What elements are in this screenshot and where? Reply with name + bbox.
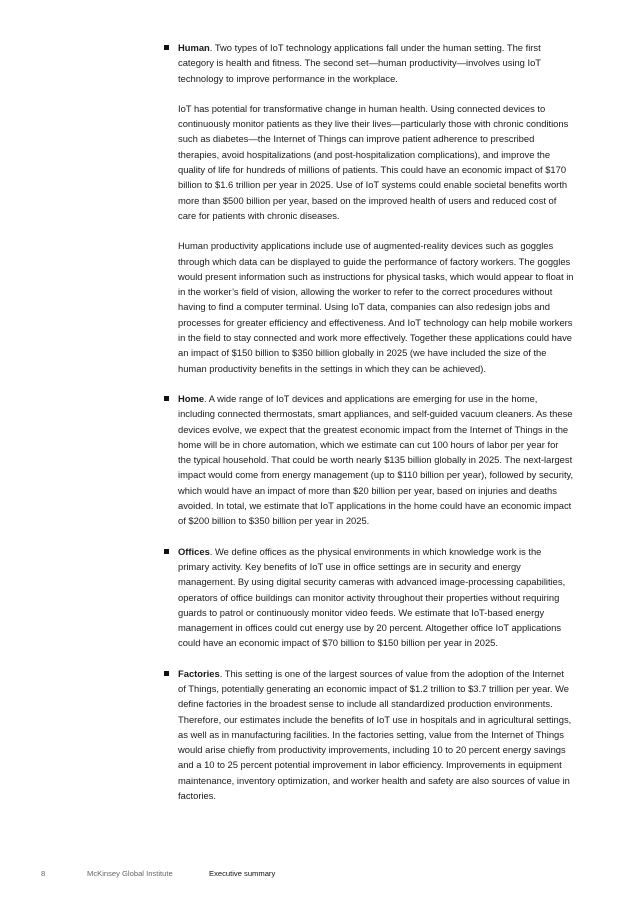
bullet-term: Home xyxy=(178,392,205,404)
bullet-term: Factories xyxy=(178,667,220,679)
footer-organization: McKinsey Global Institute xyxy=(87,869,173,878)
paragraph-text: . Two types of IoT technology applications fall under the human setting. The first category is health and fitness. The second set—human productivity—involves using IoT technology to improve performance in the workplace. xyxy=(178,42,541,84)
bullet-factories xyxy=(178,666,574,804)
bullet-home xyxy=(178,391,574,529)
paragraph xyxy=(178,544,574,651)
paragraph-text: . We define offices as the physical environments in which knowledge work is the primary activity. Key benefits of IoT use in office settings are in security and energy management. By using digital security cameras with advanced image-processing capabilities, operators of office buildings can monitor activity throughout their properties without requiring guards to patrol or continuously monitor video feeds. We estimate that IoT-based energy management in offices could cut energy use by 20 percent. Altogether office IoT applications could have an economic impact of $70 billion to $150 billion per year in 2025. xyxy=(178,545,566,649)
page-footer xyxy=(0,868,636,880)
square-bullet-icon xyxy=(164,671,169,676)
square-bullet-icon xyxy=(164,45,169,50)
square-bullet-icon xyxy=(164,549,169,554)
bullet-human xyxy=(178,40,574,376)
bullet-term: Human xyxy=(178,42,210,53)
body-content xyxy=(178,40,574,818)
bullet-offices xyxy=(178,544,574,651)
paragraph xyxy=(178,666,574,804)
paragraph xyxy=(178,40,574,86)
square-bullet-icon xyxy=(164,396,169,401)
paragraph-text: . A wide range of IoT devices and applications are emerging for use in the home, including connected thermostats, smart appliances, and self-guided vacuum cleaners. As these devices evolve, we expect that the greatest economic impact from the Internet of Things in the home will be in chore automation, which we estimate can cut 100 hours of labor per year for the typical household. That could be worth nearly $135 billion globally in 2025. The next-largest impact would come from energy management (up to $110 billion per year), followed by security, which would have an impact of more than $20 billion per year, based on injuries and deaths avoided. In total, we estimate that IoT applications in the home could have an economic impact of $200 billion to $350 billion per year in 2025. xyxy=(178,392,574,527)
paragraph-text: . This setting is one of the largest sources of value from the adoption of the Internet of Things, potentially generating an economic impact of $1.2 trillion to $3.7 trillion per year. We define factories in the broadest sense to include all standardized production environments. Therefore, our estimates include the benefits of IoT use in hospitals and in agricultural settings, as well as in manufacturing facilities. In the factories setting, value from the Internet of Things would arise chiefly from productivity improvements, including 10 to 20 percent energy savings and a 10 to 25 percent potential improvement in labor efficiency. Improvements in equipment maintenance, inventory optimization, and worker health and safety are also sources of value in factories. xyxy=(178,667,572,802)
bullet-term: Offices xyxy=(178,545,210,557)
paragraph xyxy=(178,391,574,529)
page-number: 8 xyxy=(41,869,46,878)
paragraph: Human productivity applications include use of augmented-reality devices such as goggles through which data can be displayed to guide the performance of factory workers. The goggles would present information such as instructions for physical tasks, which would appear to float in in the worker’s field of vision, allowing the worker to refer to the correct procedures without having to find a computer terminal. Using IoT data, companies can also redesign jobs and processes for greater efficiency and effectiveness. And IoT technology can help mobile workers in the field to stay connected and work more effectively. Together these applications could have an impact of $150 billion to $350 billion globally in 2025 (we have included the size of the human productivity benefits in the settings in which they can be achieved). xyxy=(178,240,574,374)
paragraph: IoT has potential for transformative change in human health. Using connected devices to continuously monitor patients as they live their lives—particularly those with chronic conditions such as diabetes—the Internet of Things can improve patient adherence to prescribed therapies, avoid hospitalizations (and post-hospitalization complications), and improve the quality of life for hundreds of millions of patients. This could have an economic impact of $170 billion to $1.6 trillion per year in 2025. Use of IoT systems could enable societal benefits worth more than $500 billion per year, based on the improved health of users and reduced cost of care for patients with chronic diseases. xyxy=(178,102,569,221)
footer-section-title: Executive summary xyxy=(209,869,276,878)
